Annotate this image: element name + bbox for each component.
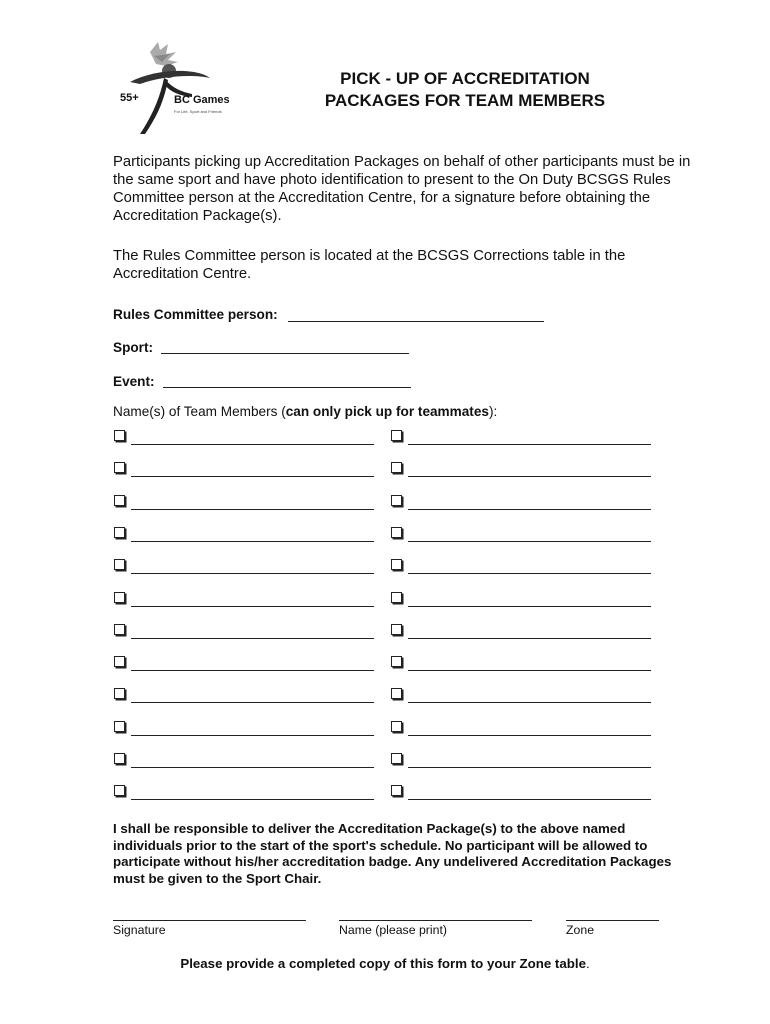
event-line[interactable] [163, 387, 411, 388]
name-print-label: Name (please print) [339, 923, 447, 937]
team-member-name-line[interactable] [408, 638, 651, 639]
team-member-checkbox[interactable] [391, 559, 402, 570]
team-member-checkbox[interactable] [114, 462, 125, 473]
sport-label: Sport: [113, 340, 154, 355]
team-member-checkbox[interactable] [114, 753, 125, 764]
team-member-checkbox[interactable] [114, 592, 125, 603]
team-member-name-line[interactable] [131, 444, 374, 445]
team-member-name-line[interactable] [408, 509, 651, 510]
signature-line[interactable] [113, 920, 306, 921]
logo-badge: 55+ [120, 92, 139, 104]
team-member-name-line[interactable] [408, 444, 651, 445]
title-line-2: PACKAGES FOR TEAM MEMBERS [324, 91, 606, 110]
sport-line[interactable] [161, 353, 409, 354]
team-member-name-line[interactable] [131, 476, 374, 477]
name-print-line[interactable] [339, 920, 532, 921]
team-member-name-line[interactable] [131, 509, 374, 510]
rules-committee-line[interactable] [288, 321, 544, 322]
team-member-name-line[interactable] [131, 735, 374, 736]
rules-committee-label: Rules Committee person: [113, 307, 278, 322]
team-member-checkbox[interactable] [114, 688, 125, 699]
signature-label: Signature [113, 923, 166, 937]
logo-graphic [112, 38, 262, 138]
page-title [300, 68, 630, 112]
team-member-checkbox[interactable] [114, 656, 125, 667]
intro-paragraph: Participants picking up Accreditation Packages on behalf of other participants must be in the same sport and have photo identification to present to the On Duty BCSGS Rules Committee person at the Accreditation Centre, for a signature before obtaining the Accreditation Package(s). [113, 154, 691, 224]
logo-tagline: For Life, Sport and Friends [174, 109, 222, 114]
team-member-name-line[interactable] [131, 541, 374, 542]
team-member-name-line[interactable] [131, 638, 374, 639]
team-member-checkbox[interactable] [391, 688, 402, 699]
team-member-checkbox[interactable] [114, 721, 125, 732]
team-member-name-line[interactable] [131, 670, 374, 671]
team-member-checkbox[interactable] [391, 592, 402, 603]
team-member-name-line[interactable] [131, 799, 374, 800]
team-member-checkbox[interactable] [391, 495, 402, 506]
team-member-name-line[interactable] [408, 573, 651, 574]
team-member-name-line[interactable] [408, 476, 651, 477]
team-member-checkbox[interactable] [114, 430, 125, 441]
footer-note: Please provide a completed copy of this form to your Zone table. [180, 956, 590, 971]
bc-games-logo [112, 38, 262, 138]
team-member-checkbox[interactable] [114, 785, 125, 796]
team-member-checkbox[interactable] [391, 753, 402, 764]
team-member-name-line[interactable] [408, 767, 651, 768]
team-member-checkbox[interactable] [391, 785, 402, 796]
team-member-name-line[interactable] [131, 606, 374, 607]
team-member-checkbox[interactable] [391, 656, 402, 667]
team-member-checkbox[interactable] [391, 462, 402, 473]
team-member-name-line[interactable] [408, 735, 651, 736]
title-line-1: PICK - UP OF ACCREDITATION [340, 69, 590, 88]
location-paragraph: The Rules Committee person is located at the BCSGS Corrections table in the Accreditation Centre. [113, 248, 626, 282]
team-member-name-line[interactable] [408, 541, 651, 542]
team-member-name-line[interactable] [131, 702, 374, 703]
team-member-checkbox[interactable] [114, 624, 125, 635]
team-members-label: Name(s) of Team Members (can only pick up for teammates): [113, 404, 498, 419]
team-member-name-line[interactable] [131, 767, 374, 768]
team-member-checkbox[interactable] [391, 624, 402, 635]
zone-line[interactable] [566, 920, 659, 921]
team-member-checkbox[interactable] [114, 559, 125, 570]
team-member-name-line[interactable] [408, 799, 651, 800]
team-member-name-line[interactable] [408, 606, 651, 607]
team-member-checkbox[interactable] [391, 527, 402, 538]
responsibility-statement: I shall be responsible to deliver the Accreditation Package(s) to the above named individuals prior to the start of the sport's schedule. No participant will be allowed to participate without his/her accreditation badge. Any undelivered Accreditation Packages must be given to the Sport Chair. [113, 821, 672, 886]
team-member-checkbox[interactable] [391, 430, 402, 441]
event-label: Event: [113, 374, 155, 389]
logo-name: BC Games [174, 94, 230, 106]
team-member-checkbox[interactable] [391, 721, 402, 732]
team-member-checkbox[interactable] [114, 495, 125, 506]
zone-label: Zone [566, 923, 595, 937]
team-member-name-line[interactable] [131, 573, 374, 574]
team-member-name-line[interactable] [408, 702, 651, 703]
team-member-checkbox[interactable] [114, 527, 125, 538]
team-member-name-line[interactable] [408, 670, 651, 671]
